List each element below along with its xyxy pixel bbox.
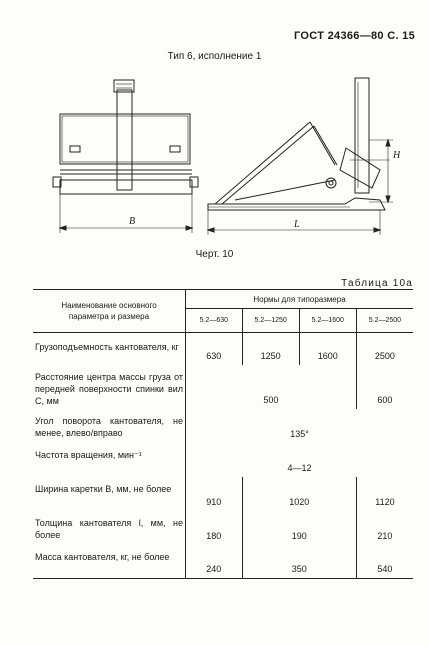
table-row — [33, 477, 413, 511]
row-name: Толщина кантователя l, мм, не более — [35, 517, 183, 540]
cell: 1120 — [356, 477, 413, 511]
row-name: Грузоподъемность кантователя, кг — [35, 342, 179, 352]
size-header: 5.2—1600 — [299, 309, 356, 333]
cell: 180 — [186, 511, 243, 545]
cell: 540 — [356, 545, 413, 579]
cell: 240 — [186, 545, 243, 579]
cell: 1020 — [242, 477, 356, 511]
cell: 630 — [186, 333, 243, 365]
parameters-table — [33, 289, 413, 579]
cell: 135° — [186, 409, 414, 443]
cell: 910 — [186, 477, 243, 511]
row-name: Частота вращения, мин⁻¹ — [35, 449, 142, 460]
cell: 1250 — [242, 333, 299, 365]
row-name: Ширина каретки B, мм, не более — [35, 483, 172, 494]
row-name: Угол поворота кантователя, не менее, влево/вправо — [35, 415, 183, 438]
cell: 4—12 — [186, 443, 414, 477]
page-header: ГОСТ 24366—80 С. 15 — [294, 30, 415, 42]
cell: 350 — [242, 545, 356, 579]
size-header: 5.2—1250 — [242, 309, 299, 333]
side-view — [208, 78, 393, 235]
size-header: 5.2—2500 — [356, 309, 413, 333]
cell: 500 — [186, 365, 357, 409]
table-row — [33, 545, 413, 579]
table-row — [33, 511, 413, 545]
dim-b-label: B — [129, 216, 136, 227]
table-row — [33, 333, 413, 365]
cell: 190 — [242, 511, 356, 545]
front-view — [53, 80, 198, 233]
dim-h-label: H — [393, 150, 400, 161]
table-row — [33, 365, 413, 409]
table-row — [33, 443, 413, 477]
figure-caption: Черт. 10 — [195, 249, 234, 260]
cell: 1600 — [299, 333, 356, 365]
table-row — [33, 409, 413, 443]
dim-l-label: L — [294, 219, 300, 230]
group-header: Нормы для типоразмера — [186, 290, 414, 309]
row-name: Масса кантователя, кг, не более — [35, 551, 170, 562]
row-name: Расстояние центра массы груза от передней поверхности спинки вил C, мм — [35, 371, 183, 406]
cell: 600 — [356, 365, 413, 409]
cell: 210 — [356, 511, 413, 545]
cell: 2500 — [356, 333, 413, 365]
technical-drawing — [50, 70, 400, 245]
figure-title: Тип 6, исполнение 1 — [167, 51, 262, 62]
size-header: 5.2—630 — [186, 309, 243, 333]
table-label: Таблица 10а — [341, 278, 413, 289]
col1-header: Наименование основного параметра и размера — [61, 301, 157, 321]
